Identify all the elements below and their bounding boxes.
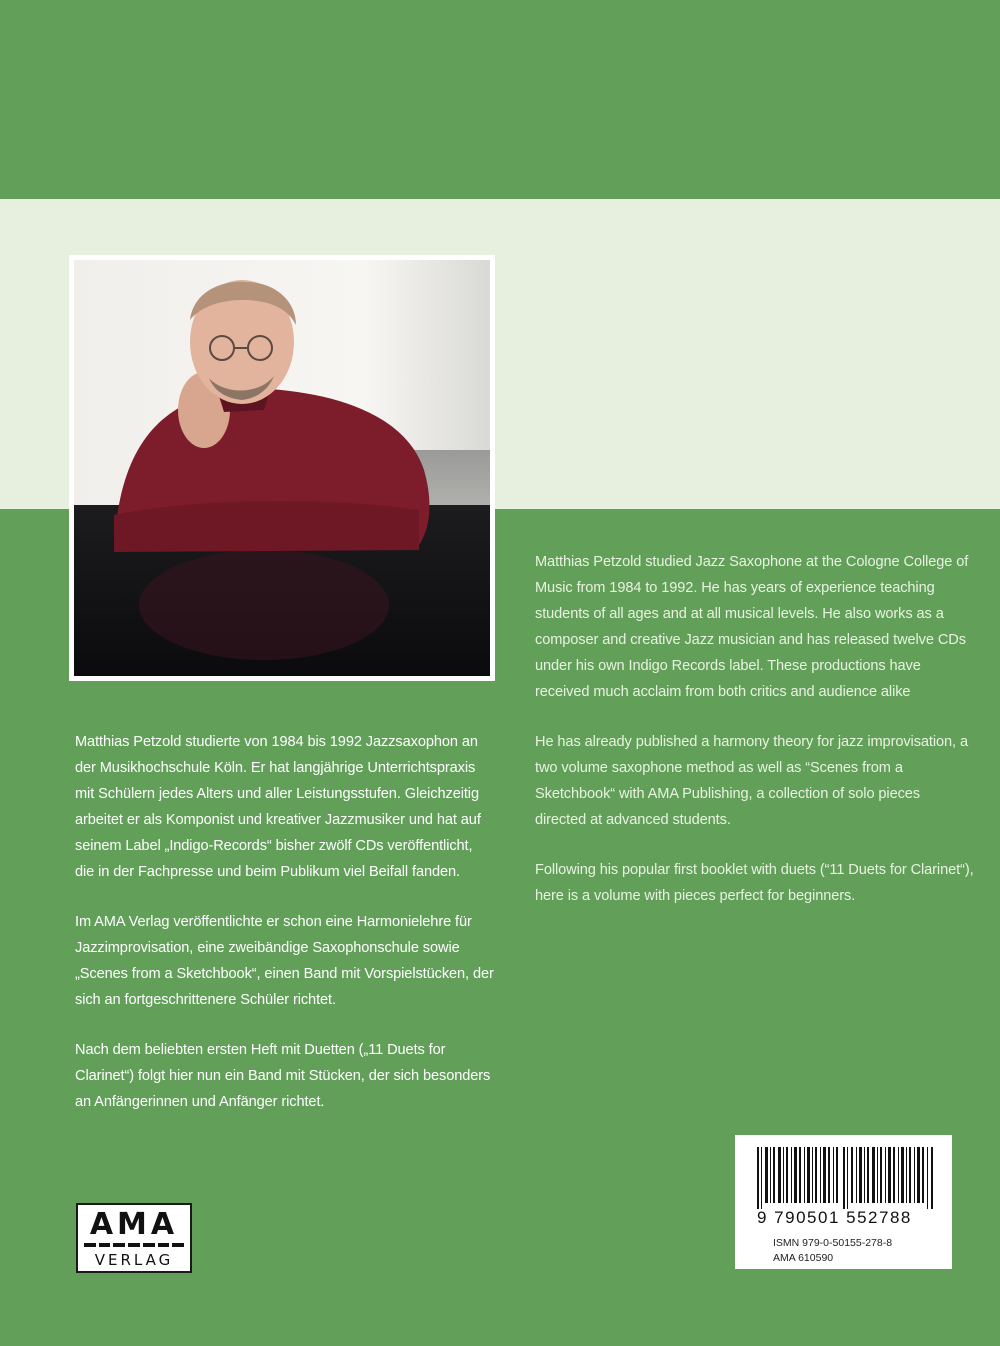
german-paragraph-3: Nach dem beliebten ersten Heft mit Duetten („11 Duets for Clarinet“) folgt hier nun ein Band mit Stücken, der sich besonders an Anfängerinnen und Anfänger richtet.	[75, 1042, 491, 1110]
barcode-digits: 9 790501 552788	[757, 1208, 912, 1227]
german-paragraph-2: Im AMA Verlag veröffentlichte er schon eine Harmonielehre für Jazzimprovisation, eine zweibändige Saxophonschule sowie „Scenes from a Sketchbook“, einen Band mit Vorspielstücken, der sich an fortgeschrittenere Schüler richtet.	[75, 914, 494, 1008]
author-photo-frame	[69, 255, 495, 681]
barcode-icon	[757, 1147, 935, 1209]
logo-title: AMA	[89, 1207, 179, 1242]
author-portrait-photo	[74, 260, 490, 676]
logo-subtitle: VERLAG	[94, 1251, 174, 1269]
barcode-label	[735, 1135, 952, 1269]
english-paragraph-3: Following his popular first booklet with duets (“11 Duets for Clarinet“), here is a volume with pieces perfect for beginners.	[535, 862, 974, 904]
english-bio	[535, 549, 975, 933]
ismn-number: ISMN 979-0-50155-278-8	[773, 1237, 893, 1249]
german-paragraph-1: Matthias Petzold studierte von 1984 bis 1992 Jazzsaxophon an der Musikhochschule Köln. Er hat langjährige Unterrichtspraxis mit Schülern jedes Alters und aller Leistungsstufen. Gleichzeitig arbeitet er als Komponist und kreativer Jazzmusiker und hat auf seinem Label „Indigo-Records“ bisher zwölf CDs veröffentlicht, die in der Fachpresse und beim Publikum viel Beifall fanden.	[75, 734, 481, 880]
catalog-number: AMA 610590	[773, 1252, 834, 1264]
english-paragraph-2: He has already published a harmony theory for jazz improvisation, a two volume saxophone method as well as “Scenes from a Sketchbook“ with AMA Publishing, a collection of solo pieces directed at advanced students.	[535, 734, 968, 828]
english-paragraph-1: Matthias Petzold studied Jazz Saxophone at the Cologne College of Music from 1984 to 1992. He has years of experience teaching students of all ages and at all musical levels. He also works as a composer and creative Jazz musician and has released twelve CDs under his own Indigo Records label. These productions have received much acclaim from both critics and audience alike	[535, 554, 969, 700]
piano-keys-icon	[84, 1243, 184, 1247]
ama-verlag-logo	[76, 1203, 192, 1273]
top-green-band	[0, 0, 1000, 199]
german-bio	[75, 729, 495, 1139]
